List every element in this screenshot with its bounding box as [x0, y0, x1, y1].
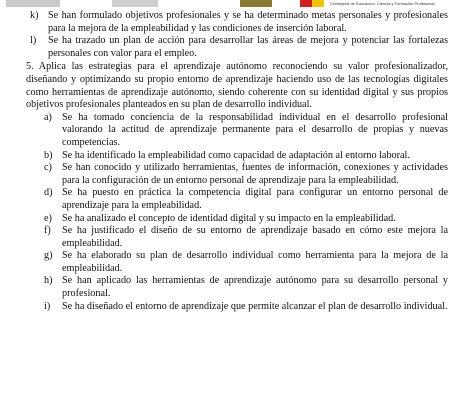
item-marker: i) [44, 300, 51, 312]
item-text: Se ha trazado un plan de acción para desarrollar las áreas de mejora y potenciar las fortalezas personales con valor para el empleo. [48, 35, 448, 59]
list-item [44, 275, 448, 300]
item-marker: e) [44, 212, 52, 224]
section-5-heading: 5. Aplica las estrategias para el aprendizaje autónomo reconociendo su valor profesionalizador, diseñando y optimizando su propio entorno de aprendizaje haciendo uso de las tecnologías digitales como herramientas de aprendizaje autónomo, siendo coherente con su identidad digital y sus propios objetivos profesionales planteados en su plan de desarrollo individual. [26, 61, 448, 111]
item-marker: k) [30, 10, 39, 21]
item-marker: d) [44, 187, 53, 199]
list-item [30, 10, 448, 35]
regional-emblem [240, 0, 272, 7]
program-logo [112, 0, 158, 7]
item-text: Se han conocido y utilizado herramientas, fuentes de información, conexiones y actividades para la configuración de un entorno personal de aprendizaje para la empleabilidad. [62, 162, 448, 186]
item-text: Se ha puesto en práctica la competencia digital para configurar un entorno personal de aprendizaje para la empleabilidad. [62, 187, 448, 211]
flag-red-stripe [300, 0, 312, 7]
list-item [44, 112, 448, 150]
item-marker: h) [44, 275, 53, 287]
list-item [44, 301, 448, 314]
list-item [44, 213, 448, 226]
criteria-list [44, 112, 448, 314]
list-item [30, 35, 448, 60]
page-header [0, 0, 468, 8]
item-text: Se ha tomado conciencia de la responsabilidad individual en el desarrollo profesional valorando la actitud de aprendizaje permanente para el desarrollo de propias y nuevas competencias. [62, 111, 448, 148]
item-text: Se ha diseñado el entorno de aprendizaje que permite alcanzar el plan de desarrollo individual. [62, 300, 448, 312]
institution-logo [6, 0, 60, 7]
list-item [44, 250, 448, 275]
item-marker: b) [44, 149, 53, 161]
list-item [44, 162, 448, 187]
header-caption: Consejería de Educación, Ciencia y Formación Profesional [330, 1, 435, 6]
list-item [44, 225, 448, 250]
list-item [44, 150, 448, 163]
item-text: Se han formulado objetivos profesionales y se ha determinado metas personales y profesionales para la mejora de la empleabilidad y las condiciones de inserción laboral. [48, 10, 448, 34]
item-text: Se ha identificado la empleabilidad como capacidad de adaptación al entorno laboral. [62, 149, 410, 161]
item-marker: a) [44, 111, 52, 123]
document-body [26, 10, 448, 313]
flag-yellow-stripe [312, 0, 324, 7]
item-marker: g) [44, 250, 53, 262]
item-text: Se ha elaborado su plan de desarrollo individual como herramienta para la mejora de la empleabilidad. [62, 250, 448, 274]
item-marker: l) [30, 35, 37, 47]
list-item [44, 187, 448, 212]
item-text: Se ha justificado el diseño de su entorno de aprendizaje basado en cómo este mejora la empleabilidad. [62, 225, 448, 249]
item-marker: c) [44, 162, 52, 174]
item-marker: f) [44, 225, 51, 237]
item-text: Se ha analizado el concepto de identidad digital y su impacto en la empleabilidad. [62, 212, 396, 224]
item-text: Se han aplicado las herramientas de aprendizaje autónomo para su desarrollo personal y profesional. [62, 275, 448, 300]
